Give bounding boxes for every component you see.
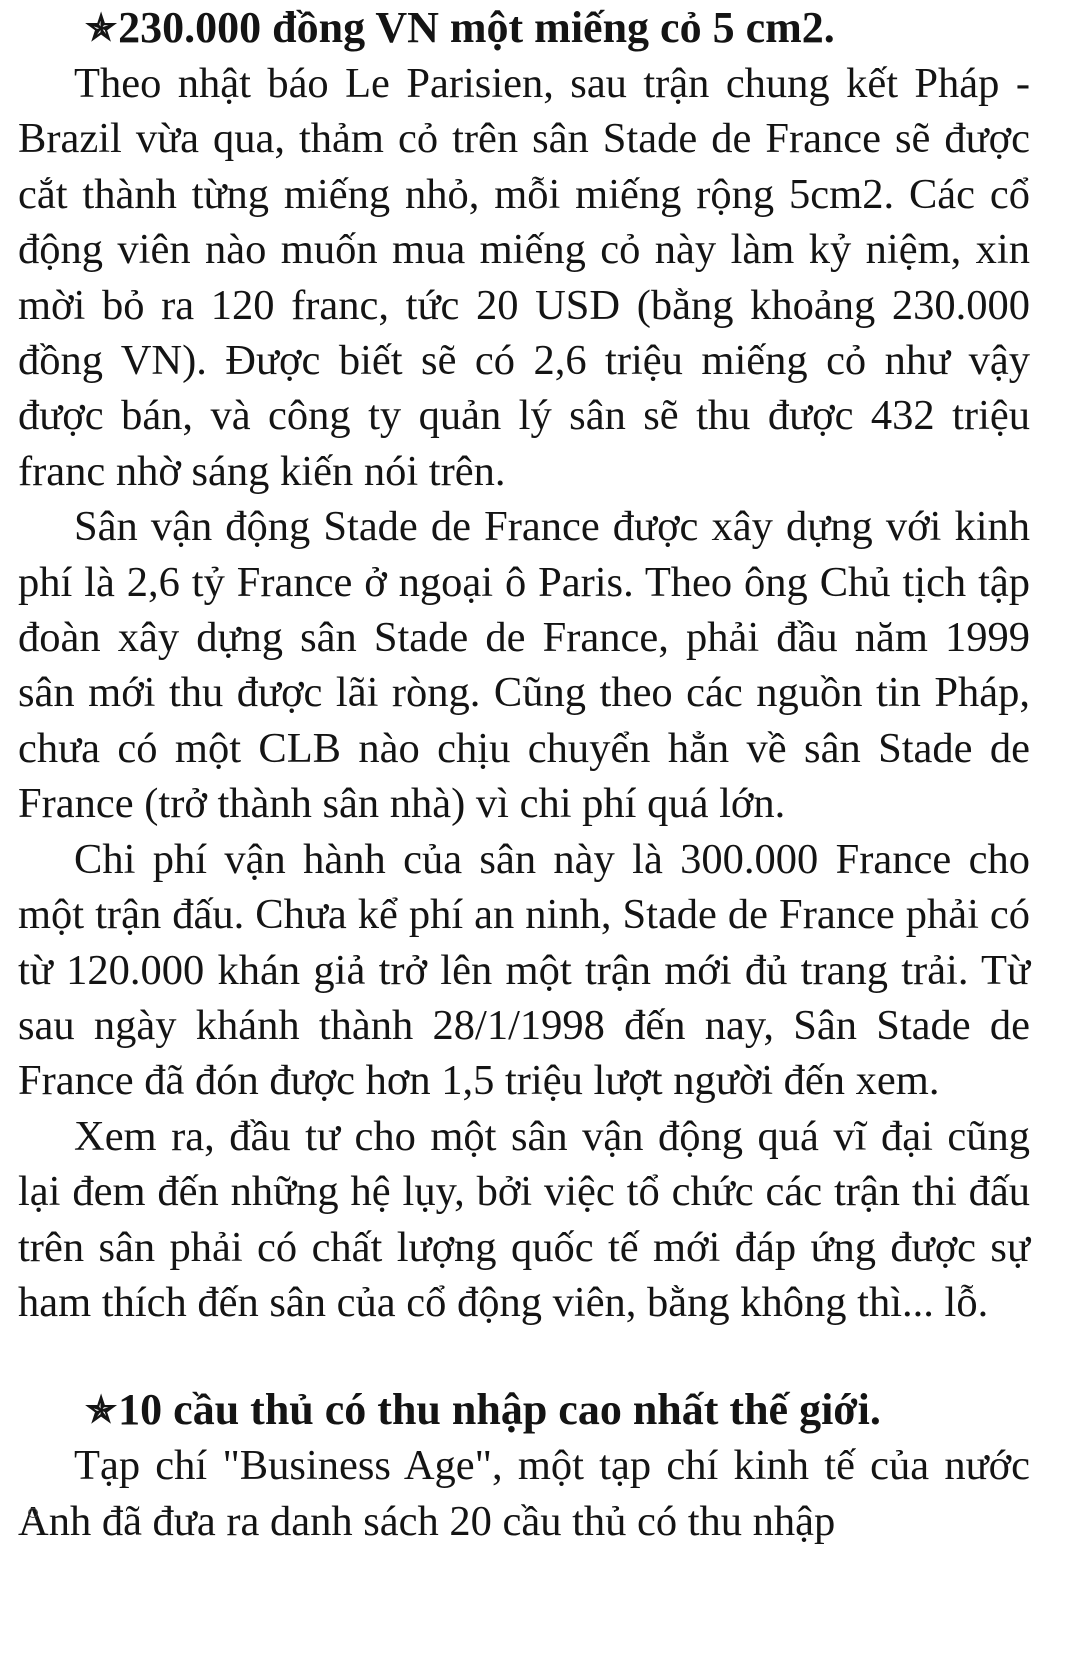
article-paragraph: Tạp chí "Business Age", một tạp chí kinh tế của nước Anh đã đưa ra danh sách 20 cầu thủ có thu nhập bbox=[18, 1442, 1030, 1545]
article-heading bbox=[18, 1382, 1030, 1438]
article-paragraph: Theo nhật báo Le Parisien, sau trận chung kết Pháp - Brazil vừa qua, thảm cỏ trên sân Stade de France sẽ được cắt thành từng miếng nhỏ, mỗi miếng rộng 5cm2. Các cổ động viên nào muốn mua miếng cỏ này làm kỷ niệm, xin mời bỏ ra 120 franc, tức 20 USD (bằng khoảng 230.000 đồng VN). Được biết sẽ có 2,6 triệu miếng cỏ như vậy được bán, và công ty quản lý sân sẽ thu được 432 triệu franc nhờ sáng kiến nói trên. bbox=[18, 60, 1030, 495]
margin-dot-icon bbox=[28, 1508, 38, 1518]
heading-text: 230.000 đồng VN một miếng cỏ 5 cm2. bbox=[118, 3, 835, 52]
article-paragraph: Sân vận động Stade de France được xây dựng với kinh phí là 2,6 tỷ France ở ngoại ô Paris. Theo ông Chủ tịch tập đoàn xây dựng sân Stade de France, phải đầu năm 1999 sân mới thu được lãi ròng. Cũng theo các nguồn tin Pháp, chưa có một CLB nào chịu chuyển hẳn về sân Stade de France (trở thành sân nhà) vì chi phí quá lớn. bbox=[18, 503, 1030, 828]
article-heading bbox=[18, 0, 1030, 56]
star-icon: ✯ bbox=[86, 8, 117, 48]
star-icon: ✯ bbox=[86, 1390, 117, 1431]
article-paragraph: Xem ra, đầu tư cho một sân vận động quá vĩ đại cũng lại đem đến những hệ lụy, bởi việc tổ chức các trận thi đấu trên sân phải có chất lượng quốc tế mới đáp ứng được sự ham thích đến sân của cổ động viên, bằng không thì... lỗ. bbox=[18, 1112, 1030, 1326]
article-paragraph: Chi phí vận hành của sân này là 300.000 France cho một trận đấu. Chưa kể phí an ninh, Stade de France phải có từ 120.000 khán giả trở lên một trận mới đủ trang trải. Từ sau ngày khánh thành 28/1/1998 đến nay, Sân Stade de France đã đón được hơn 1,5 triệu lượt người đến xem. bbox=[18, 835, 1030, 1105]
section-divider bbox=[18, 1330, 1030, 1382]
document-page bbox=[18, 0, 1030, 1549]
heading-text: 10 cầu thủ có thu nhập cao nhất thế giới. bbox=[118, 1385, 881, 1435]
article-top-earners bbox=[18, 1382, 1030, 1549]
article-grass-price bbox=[18, 0, 1030, 1330]
